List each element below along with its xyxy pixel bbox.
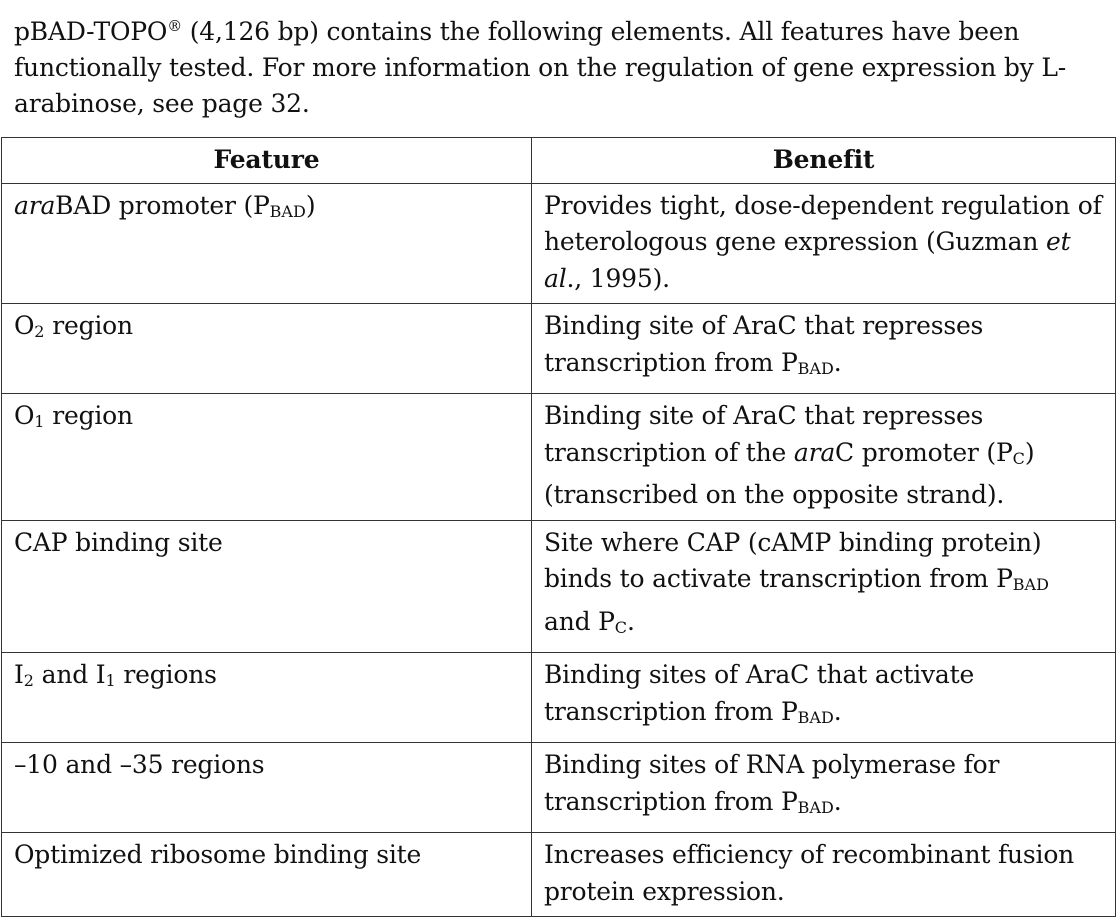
- subscript-text: 2: [23, 671, 34, 690]
- cell-text: Binding site of AraC that represses transcription from P: [544, 311, 984, 377]
- cell-text: Optimized ribosome binding site: [14, 840, 422, 869]
- cell-text: .: [833, 696, 842, 726]
- cell-text: BAD promoter (P: [55, 190, 270, 220]
- table-row: [2, 183, 1116, 304]
- subscript-text: 2: [34, 322, 45, 341]
- cell-text: .: [627, 606, 635, 636]
- cell-text: O: [14, 401, 35, 430]
- cell-text: region: [44, 401, 133, 430]
- features-table: [1, 137, 1116, 917]
- product-name: pBAD-TOPO: [14, 17, 168, 46]
- subscript-text: C: [614, 617, 628, 637]
- table-row: [2, 833, 1116, 917]
- feature-cell: [2, 653, 532, 743]
- registered-mark: ®: [167, 17, 182, 35]
- subscript-text: BAD: [797, 358, 834, 378]
- table-row: [2, 653, 1116, 743]
- benefit-cell: [532, 653, 1116, 743]
- feature-column-header: Feature: [2, 138, 532, 184]
- benefit-cell: [532, 743, 1116, 833]
- cell-text: –10 and –35 regions: [14, 750, 265, 779]
- cell-text: Binding sites of RNA polymerase for transcription from P: [544, 750, 1000, 816]
- feature-cell: [2, 394, 532, 521]
- subscript-text: BAD: [797, 797, 834, 817]
- cell-text: ): [305, 190, 316, 220]
- subscript-text: BAD: [1012, 575, 1049, 594]
- table-row: [2, 304, 1116, 394]
- cell-text: C promoter (P: [835, 437, 1013, 467]
- intro-paragraph: [14, 8, 1110, 122]
- cell-text: ) (transcribed on the opposite strand).: [544, 437, 1035, 509]
- table-body: [2, 183, 1116, 917]
- cell-text: region: [44, 311, 133, 340]
- cell-text: ., 1995).: [566, 263, 670, 293]
- cell-text: Binding site of AraC that represses transcription of the: [544, 401, 984, 467]
- feature-cell: [2, 304, 532, 394]
- subscript-text: BAD: [269, 201, 306, 221]
- table-row: [2, 394, 1116, 521]
- italic-text: ara: [14, 190, 56, 220]
- table-row: [2, 520, 1116, 653]
- subscript-text: 1: [34, 412, 45, 431]
- cell-text: .: [833, 347, 842, 377]
- benefit-cell: [532, 833, 1116, 917]
- cell-text: O: [14, 311, 35, 340]
- benefit-cell: [532, 304, 1116, 394]
- benefit-cell: [532, 183, 1116, 304]
- cell-text: CAP binding site: [14, 527, 223, 557]
- cell-text: .: [833, 786, 842, 816]
- feature-cell: [2, 743, 532, 833]
- subscript-text: C: [1012, 448, 1025, 468]
- subscript-text: 1: [105, 671, 116, 690]
- intro-text: (4,126 bp) contains the following elements. All features have been functionally tested. For more information on the regulation of gene expression by L-arabinose, see page 32.: [14, 17, 1066, 118]
- table-header-row: [2, 138, 1116, 184]
- cell-text: Site where CAP (cAMP binding protein) binds to activate transcription from P: [544, 527, 1042, 593]
- cell-text: Increases efficiency of recombinant fusion protein expression.: [544, 840, 1075, 906]
- feature-cell: [2, 183, 532, 304]
- cell-text: I: [14, 660, 24, 689]
- feature-cell: [2, 520, 532, 653]
- cell-text: and P: [544, 606, 615, 636]
- italic-text: ara: [793, 437, 836, 467]
- cell-text: Binding sites of AraC that activate transcription from P: [544, 660, 975, 726]
- subscript-text: BAD: [797, 707, 834, 727]
- benefit-cell: [532, 520, 1116, 653]
- cell-text: regions: [115, 660, 217, 689]
- table-row: [2, 743, 1116, 833]
- feature-cell: [2, 833, 532, 917]
- cell-text: and I: [33, 660, 106, 689]
- benefit-cell: [532, 394, 1116, 521]
- benefit-column-header: Benefit: [532, 138, 1116, 184]
- cell-text: Provides tight, dose-dependent regulation of heterologous gene expression (Guzman: [544, 190, 1102, 256]
- italic-text: et al: [544, 227, 1071, 293]
